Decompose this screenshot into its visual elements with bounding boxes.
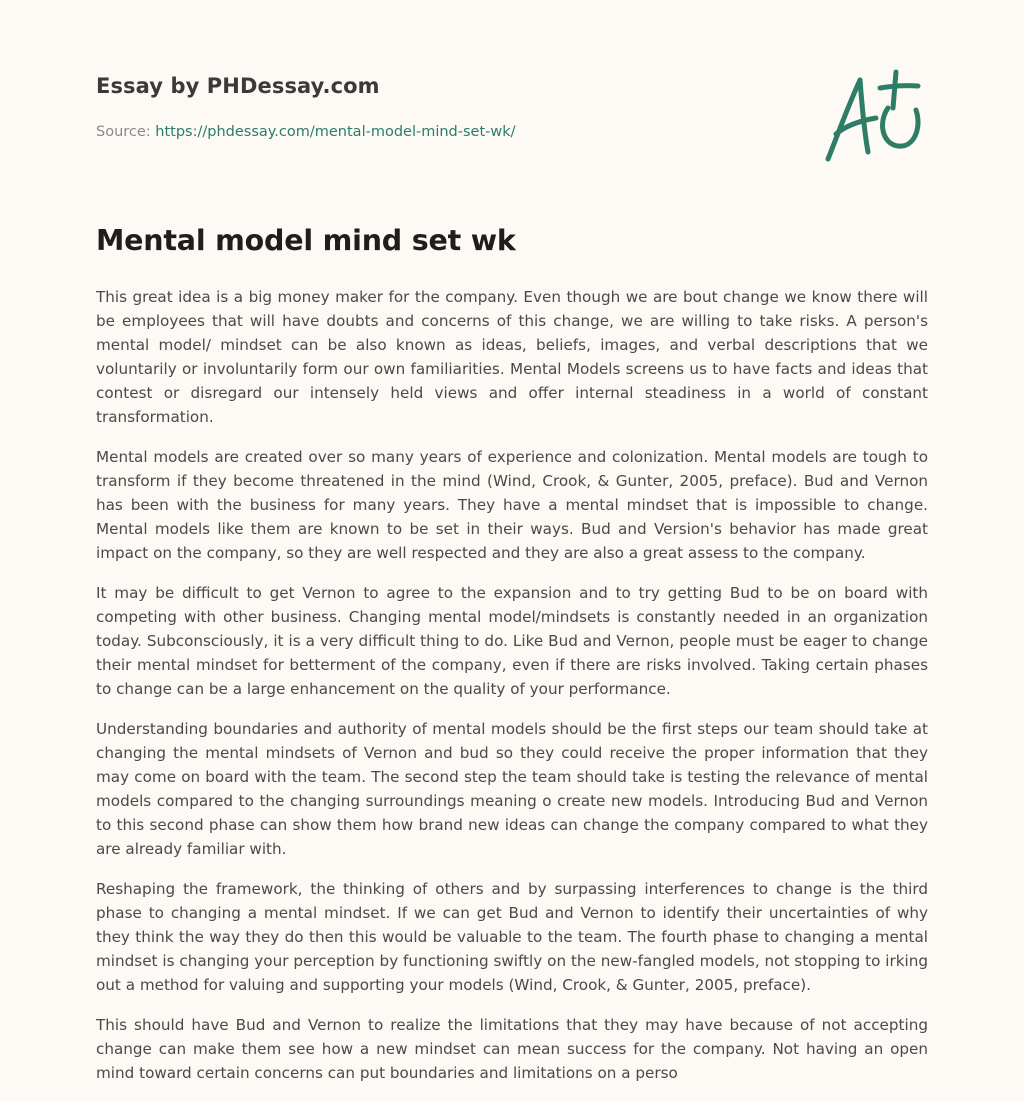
page-header [96,74,928,140]
site-title: Essay by PHDessay.com [96,74,380,98]
article-body [96,285,928,1101]
article-title: Mental model mind set wk [96,224,516,257]
paragraph: Mental models are created over so many years of experience and colonization. Mental models are tough to transform if they become threatened in the mind (Wind, Crook, & Gunter, 2005, preface). Bud and Vernon has been with the business for many years. They have a mental mindset that is impossible to change. Mental models like them are known to be set in their ways. Bud and Version's behavior has made great impact on the company, so they are well respected and they are also a great assess to the company. [96,448,928,562]
source-label: Source: [96,124,156,140]
source-link[interactable]: https://phdessay.com/mental-model-mind-set-wk/ [155,124,516,140]
paragraph: This should have Bud and Vernon to realize the limitations that they may have because of not accepting change can make them see how a new mindset can mean success for the company. Not having an open mind toward certain concerns can put boundaries and limitations on a perso [96,1016,928,1082]
a-plus-logo-icon [818,66,930,166]
paragraph: It may be difficult to get Vernon to agree to the expansion and to try getting Bud to be on board with competing with other business. Changing mental model/mindsets is constantly needed in an organization today. Subconsciously, it is a very difficult thing to do. Like Bud and Vernon, people must be eager to change their mental mindset for betterment of the company, even if there are risks involved. Taking certain phases to change can be a large enhancement on the quality of your performance. [96,584,928,698]
paragraph: Reshaping the framework, the thinking of others and by surpassing interferences to change is the third phase to changing a mental mindset. If we can get Bud and Vernon to identify their uncertainties of why they think the way they do then this would be valuable to the team. The fourth phase to changing a mental mindset is changing your perception by functioning swiftly on the new-fangled models, not stopping to irking out a method for valuing and supporting your models (Wind, Crook, & Gunter, 2005, preface). [96,880,928,994]
source-line [96,124,928,140]
paragraph: This great idea is a big money maker for the company. Even though we are bout change we know there will be employees that will have doubts and concerns of this change, we are willing to take risks. A person's mental model/ mindset can be also known as ideas, beliefs, images, and verbal descriptions that we voluntarily or involuntarily form our own familiarities. Mental Models screens us to have facts and ideas that contest or disregard our intensely held views and offer internal steadiness in a world of constant transformation. [96,288,928,426]
paragraph: Understanding boundaries and authority of mental models should be the first steps our team should take at changing the mental mindsets of Vernon and bud so they could receive the proper information that they may come on board with the team. The second step the team should take is testing the relevance of mental models compared to the changing surroundings meaning o create new models. Introducing Bud and Vernon to this second phase can show them how brand new ideas can change the company compared to what they are already familiar with. [96,720,928,858]
